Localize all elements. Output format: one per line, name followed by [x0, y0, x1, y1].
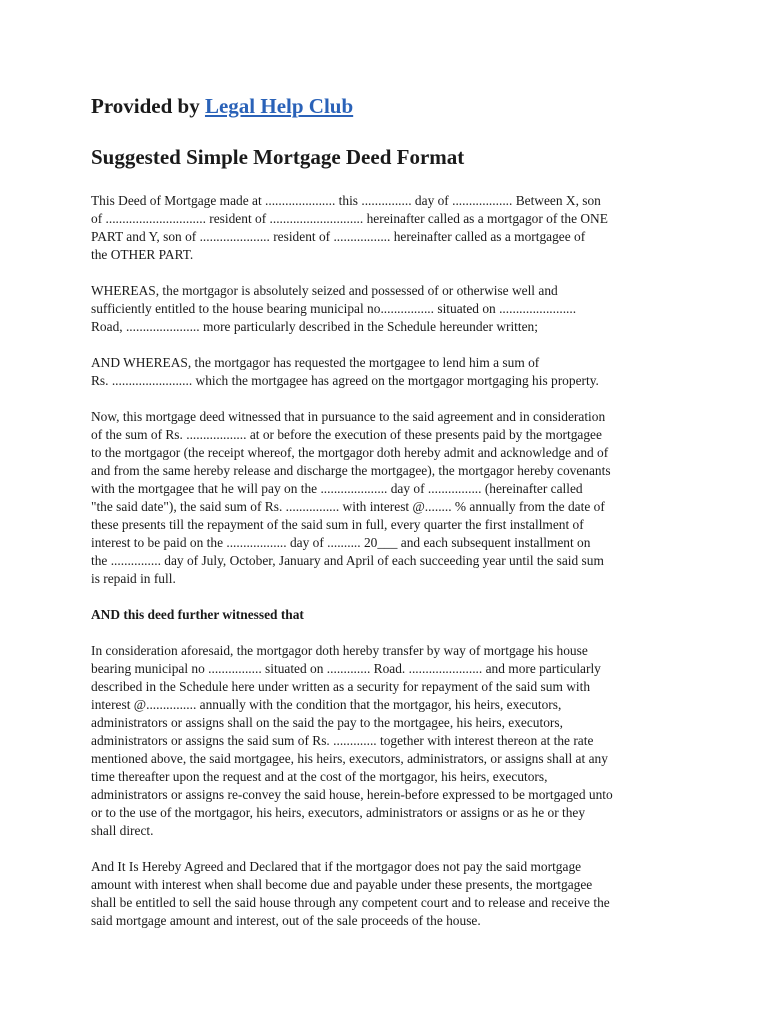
text-line: described in the Schedule here under written as a security for repayment of the said sum with	[91, 679, 591, 694]
text-line: said mortgage amount and interest, out of the sale proceeds of the house.	[91, 913, 481, 928]
text-line: of the sum of Rs. .................. at or before the execution of these presents paid by the mortgagee	[91, 427, 602, 442]
text-line: shall be entitled to sell the said house through any competent court and to release and receive the	[91, 895, 610, 910]
text-line: with the mortgagee that he will pay on the .................... day of ................ (hereinafter called	[91, 481, 583, 496]
text-line: or to the use of the mortgagor, his heirs, executors, administrators or assigns or as he or they	[91, 805, 586, 820]
text-line: administrators or assigns shall on the said the pay to the mortgagee, his heirs, executors,	[91, 715, 563, 730]
text-line: AND WHEREAS, the mortgagor has requested the mortgagee to lend him a sum of	[91, 355, 540, 370]
text-line: interest to be paid on the .................. day of .......... 20___ and each subsequent installment on	[91, 535, 591, 550]
text-line: these presents till the repayment of the said sum in full, every quarter the first installment of	[91, 517, 584, 532]
text-line: Road, ...................... more particularly described in the Schedule hereunder written;	[91, 319, 538, 334]
page-title: Suggested Simple Mortgage Deed Format	[91, 145, 465, 169]
legal-help-club-link[interactable]: Legal Help Club	[204, 94, 354, 118]
text-line: interest @............... annually with the condition that the mortgagor, his heirs, executors,	[91, 697, 562, 712]
text-line: PART and Y, son of ..................... resident of ................. hereinafter called as a mortgagee of	[91, 229, 586, 244]
paragraph-agreed-declared	[91, 858, 688, 930]
text-line: administrators or assigns the said sum of Rs. ............. together with interest thereon at the rate	[91, 733, 594, 748]
text-line: bearing municipal no ................ situated on ............. Road. ...................... and more particularly	[91, 661, 601, 676]
paragraph-consideration	[91, 642, 688, 840]
text-line: the OTHER PART.	[91, 247, 194, 262]
provided-by-line	[91, 92, 688, 120]
section-subheading: AND this deed further witnessed that	[91, 607, 304, 622]
text-line: This Deed of Mortgage made at ..................... this ............... day of .................. Between X, son	[91, 193, 601, 208]
text-line: the ............... day of July, October, January and April of each succeeding year until the said sum	[91, 553, 604, 568]
text-line: And It Is Hereby Agreed and Declared that if the mortgagor does not pay the said mortgage	[91, 859, 582, 874]
text-line: WHEREAS, the mortgagor is absolutely seized and possessed of or otherwise well and	[91, 283, 558, 298]
text-line: In consideration aforesaid, the mortgagor doth hereby transfer by way of mortgage his house	[91, 643, 588, 658]
text-line: is repaid in full.	[91, 571, 176, 586]
text-line: mentioned above, the said mortgagee, his heirs, executors, administrators, or assigns shall at any	[91, 751, 608, 766]
text-line: shall direct.	[91, 823, 154, 838]
text-line: "the said date"), the said sum of Rs. ................ with interest @........ % annually from the date of	[91, 499, 605, 514]
provided-by-label: Provided by	[91, 94, 205, 118]
paragraph-parties	[91, 192, 688, 264]
text-line: and from the same hereby release and discharge the mortgagee), the mortgagor hereby covenants	[91, 463, 611, 478]
text-line: time thereafter upon the request and at the cost of the mortgagor, his heirs, executors,	[91, 769, 548, 784]
text-line: sufficiently entitled to the house bearing municipal no................ situated on .......................	[91, 301, 577, 316]
paragraph-and-whereas	[91, 354, 688, 390]
text-line: administrators or assigns re-convey the said house, herein-before expressed to be mortgaged unto	[91, 787, 613, 802]
paragraph-whereas	[91, 282, 688, 336]
text-line: Rs. ........................ which the mortgagee has agreed on the mortgagor mortgaging his property.	[91, 373, 599, 388]
text-line: Now, this mortgage deed witnessed that in pursuance to the said agreement and in consideration	[91, 409, 606, 424]
text-line: of .............................. resident of ............................ hereinafter called as a mortgagor of the ONE	[91, 211, 608, 226]
text-line: to the mortgagor (the receipt whereof, the mortgagor doth hereby admit and acknowledge and of	[91, 445, 609, 460]
text-line: amount with interest when shall become due and payable under these presents, the mortgagee	[91, 877, 593, 892]
paragraph-now-witnessed	[91, 408, 688, 588]
